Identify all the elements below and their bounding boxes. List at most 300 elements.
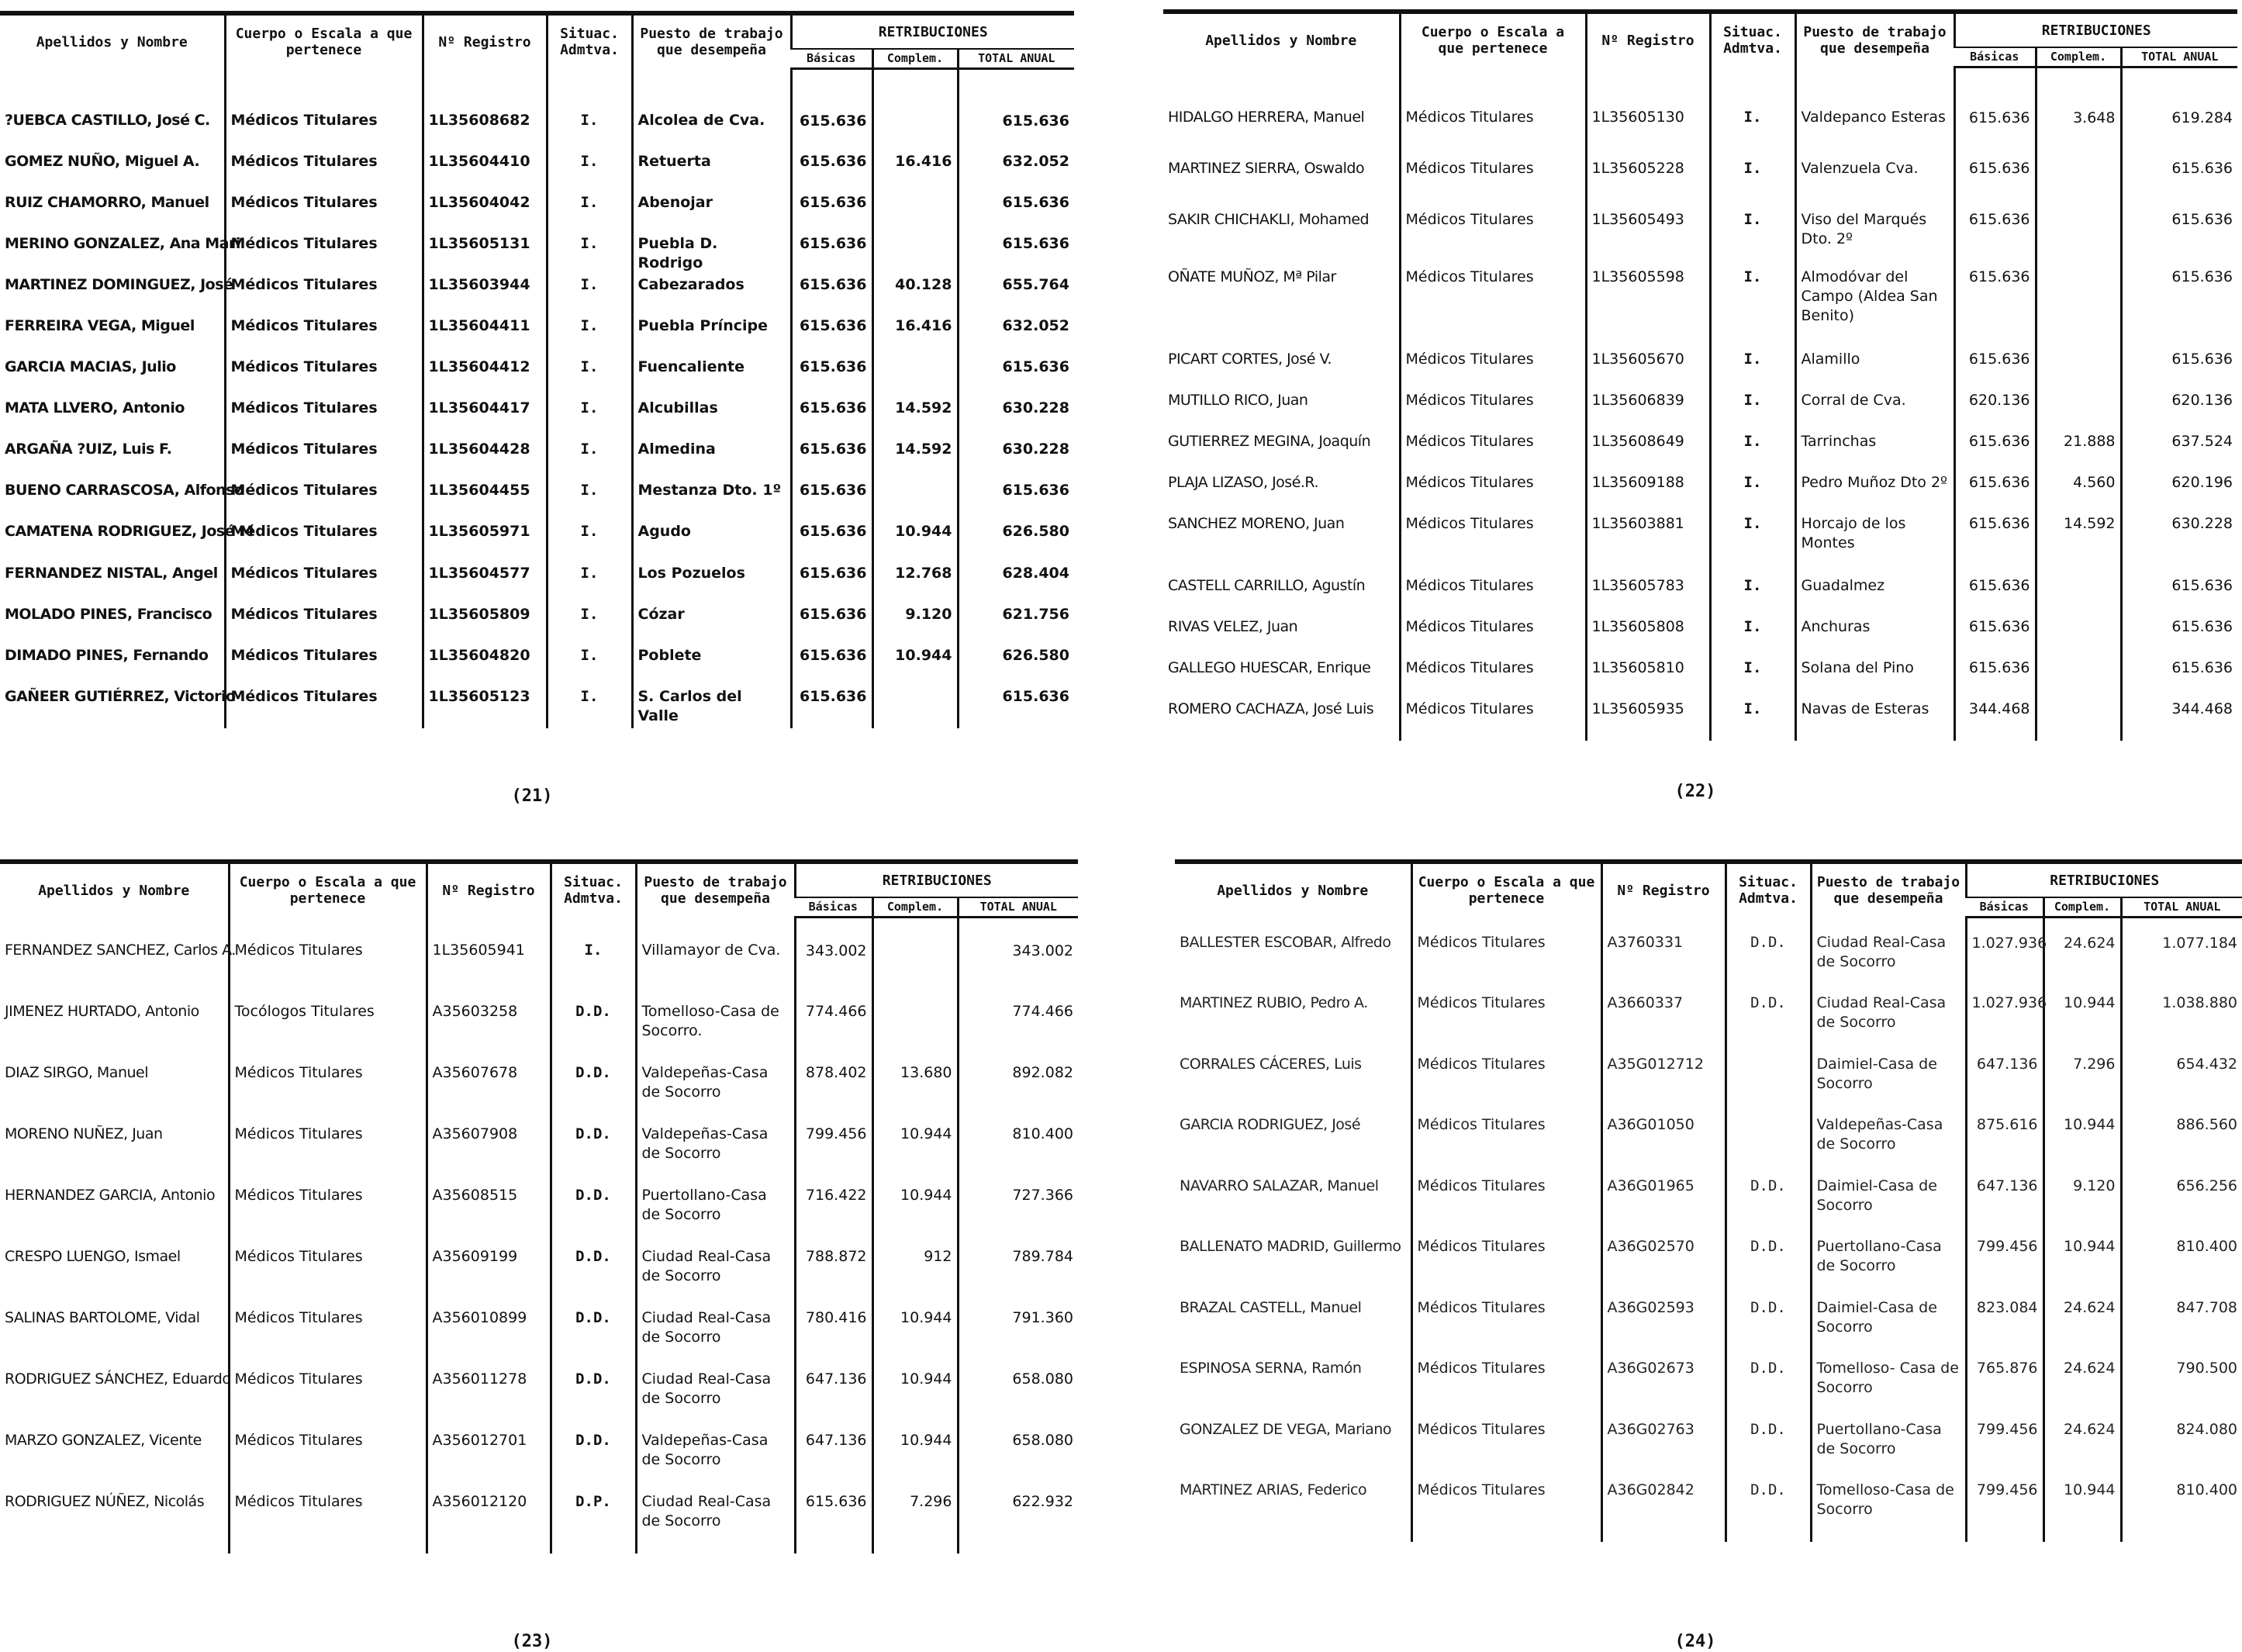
cell-compl: 24.624: [2043, 1420, 2121, 1481]
header-post: Puesto de trabajo que desempeña: [636, 862, 795, 918]
cell-compl: 24.624: [2043, 918, 2121, 994]
cell-post: Retuerta: [632, 152, 791, 193]
cell-basic: 615.636: [791, 522, 872, 563]
cell-post: Villamayor de Cva.: [636, 918, 795, 1002]
cell-total: 789.784: [958, 1247, 1078, 1308]
cell-post: Anchuras: [1795, 617, 1954, 658]
cell-name: MARTINEZ SIERRA, Oswaldo: [1168, 159, 1365, 177]
cell-reg: 1L35605810: [1586, 658, 1710, 700]
cell-basic: 615.636: [791, 564, 872, 605]
cell-name: MORENO NUÑEZ, Juan: [5, 1125, 163, 1142]
cell-basic: 878.402: [795, 1063, 872, 1125]
cell-compl: 912: [872, 1247, 958, 1308]
cell-name: GARCIA RODRIGUEZ, José: [1180, 1116, 1361, 1133]
cell-name: MARTINEZ ARIAS, Federico: [1180, 1481, 1367, 1498]
cell-total: 615.636: [958, 687, 1074, 728]
cell-sit: I.: [547, 358, 632, 399]
cell-basic: 615.636: [791, 193, 872, 234]
cell-total: 637.524: [2121, 432, 2237, 473]
cell-name: BRAZAL CASTELL, Manuel: [1180, 1298, 1362, 1316]
cell-post: Daimiel-Casa de Socorro: [1811, 1055, 1966, 1116]
cell-total: 810.400: [958, 1125, 1078, 1186]
cell-sit: I.: [1710, 268, 1795, 350]
table-row: [0, 193, 1074, 234]
cell-sit: D.D.: [1726, 1177, 1811, 1238]
table-row: [1175, 1420, 2242, 1481]
page-24-panel: [1175, 859, 2242, 1542]
cell-compl: 9.120: [2043, 1177, 2121, 1238]
cell-reg: 1L35604042: [423, 193, 547, 234]
cell-basic: 615.636: [791, 316, 872, 358]
cell-compl: 16.416: [872, 152, 958, 193]
cell-basic: 615.636: [1954, 432, 2036, 473]
cell-post: Tarrinchas: [1795, 432, 1954, 473]
cell-total: 615.636: [958, 481, 1074, 522]
cell-reg: A35607908: [427, 1125, 551, 1186]
cell-reg: 1L35605670: [1586, 350, 1710, 391]
cell-basic: 615.636: [1954, 268, 2036, 350]
cell-reg: 1L35605130: [1586, 67, 1710, 159]
cell-reg: 1L35609188: [1586, 473, 1710, 514]
cell-post: Abenojar: [632, 193, 791, 234]
cell-total: 630.228: [958, 399, 1074, 440]
cell-compl: 10.944: [872, 1125, 958, 1186]
header-total: TOTAL ANUAL: [958, 897, 1078, 918]
cell-name: MUTILLO RICO, Juan: [1168, 391, 1308, 409]
header-complement: Complem.: [2036, 47, 2121, 67]
cell-reg: 1L35604412: [423, 358, 547, 399]
cell-compl: [872, 481, 958, 522]
cell-name: NAVARRO SALAZAR, Manuel: [1180, 1177, 1379, 1194]
cell-corps: Médicos Titulares: [1400, 210, 1586, 268]
header-registry: Nº Registro: [1601, 862, 1726, 918]
cell-total: 824.080: [2121, 1420, 2242, 1481]
table-row: [1175, 1298, 2242, 1360]
cell-sit: I.: [1710, 617, 1795, 658]
cell-name: HIDALGO HERRERA, Manuel: [1168, 108, 1365, 126]
cell-post: Ciudad Real-Casa de Socorro: [1811, 994, 1966, 1055]
cell-total: 1.077.184: [2121, 918, 2242, 994]
cell-compl: [2036, 159, 2121, 210]
header-total: TOTAL ANUAL: [2121, 47, 2237, 67]
cell-sit: D.D.: [1726, 1298, 1811, 1360]
cell-name: DIMADO PINES, Fernando: [5, 646, 209, 664]
table-row: [0, 399, 1074, 440]
header-post: Puesto de trabajo que desempeña: [1795, 12, 1954, 67]
cell-sit: I.: [1710, 432, 1795, 473]
header-retributions: RETRIBUCIONES: [795, 862, 1078, 897]
cell-sit: I.: [1710, 350, 1795, 391]
page-22-panel: [1163, 9, 2237, 741]
cell-post: Daimiel-Casa de Socorro: [1811, 1298, 1966, 1360]
table-row: [1175, 994, 2242, 1055]
cell-total: 892.082: [958, 1063, 1078, 1125]
cell-name: CRESPO LUENGO, Ismael: [5, 1247, 181, 1265]
cell-corps: Médicos Titulares: [1411, 1237, 1601, 1298]
cell-post: Valenzuela Cva.: [1795, 159, 1954, 210]
table-header: [1175, 862, 2242, 918]
table-row: [1163, 514, 2237, 576]
cell-basic: 615.636: [1954, 576, 2036, 617]
table-row: [0, 605, 1074, 646]
cell-post: Solana del Pino: [1795, 658, 1954, 700]
cell-reg: 1L35606839: [1586, 391, 1710, 432]
cell-sit: I.: [547, 193, 632, 234]
cell-post: Tomelloso- Casa de Socorro: [1811, 1359, 1966, 1420]
table-header: [1163, 12, 2237, 67]
cell-sit: D.D.: [551, 1125, 636, 1186]
cell-post: Valdepeñas-Casa de Socorro: [636, 1063, 795, 1125]
cell-reg: A35603258: [427, 1002, 551, 1063]
cell-reg: 1L35608649: [1586, 432, 1710, 473]
cell-sit: D.D.: [551, 1002, 636, 1063]
cell-corps: Médicos Titulares: [229, 918, 427, 1002]
cell-post: Puebla Príncipe: [632, 316, 791, 358]
cell-name: OÑATE MUÑOZ, Mª Pilar: [1168, 268, 1336, 285]
cell-reg: 1L35604428: [423, 440, 547, 481]
cell-compl: [2036, 658, 2121, 700]
cell-corps: Médicos Titulares: [1400, 700, 1586, 741]
cell-post: Puertollano-Casa de Socorro: [1811, 1420, 1966, 1481]
cell-name: FERNANDEZ SANCHEZ, Carlos A.: [5, 941, 236, 959]
cell-name: GUTIERREZ MEGINA, Joaquín: [1168, 432, 1371, 450]
cell-total: 615.636: [958, 358, 1074, 399]
cell-reg: 1L35604820: [423, 646, 547, 687]
cell-reg: 1L35604410: [423, 152, 547, 193]
cell-total: 343.002: [958, 918, 1078, 1002]
cell-sit: I.: [551, 918, 636, 1002]
cell-basic: 344.468: [1954, 700, 2036, 741]
cell-reg: A36G02593: [1601, 1298, 1726, 1360]
cell-sit: I.: [547, 605, 632, 646]
cell-reg: A36G02570: [1601, 1237, 1726, 1298]
table-row: [1163, 432, 2237, 473]
cell-corps: Médicos Titulares: [1400, 617, 1586, 658]
cell-compl: 10.944: [872, 1370, 958, 1431]
cell-sit: I.: [547, 152, 632, 193]
page-number: (24): [1674, 1632, 1716, 1651]
header-corps: Cuerpo o Escala a que pertenece: [229, 862, 427, 918]
cell-name: CORRALES CÁCERES, Luis: [1180, 1055, 1362, 1073]
cell-basic: 615.636: [1954, 658, 2036, 700]
cell-total: 626.580: [958, 522, 1074, 563]
salary-table: [1175, 859, 2242, 1542]
cell-post: Fuencaliente: [632, 358, 791, 399]
table-row: [0, 152, 1074, 193]
cell-compl: 16.416: [872, 316, 958, 358]
cell-corps: Médicos Titulares: [1400, 432, 1586, 473]
cell-reg: 1L35605941: [427, 918, 551, 1002]
cell-basic: 615.636: [791, 69, 872, 152]
table-row: [1175, 1177, 2242, 1238]
table-body: [1175, 918, 2242, 1542]
cell-sit: I.: [1710, 210, 1795, 268]
cell-sit: I.: [1710, 391, 1795, 432]
cell-name: PLAJA LIZASO, José.R.: [1168, 473, 1319, 491]
cell-reg: A356010899: [427, 1308, 551, 1370]
cell-basic: 615.636: [1954, 350, 2036, 391]
table-row: [0, 522, 1074, 563]
cell-sit: I.: [1710, 658, 1795, 700]
page-number: (23): [511, 1632, 553, 1651]
cell-basic: 799.456: [1966, 1420, 2043, 1481]
cell-post: Alcubillas: [632, 399, 791, 440]
cell-sit: D.D.: [1726, 1481, 1811, 1542]
cell-corps: Médicos Titulares: [1411, 994, 1601, 1055]
cell-reg: 1L35605228: [1586, 159, 1710, 210]
cell-sit: D.D.: [1726, 1237, 1811, 1298]
cell-compl: [2036, 391, 2121, 432]
table-row: [1163, 391, 2237, 432]
cell-corps: Médicos Titulares: [225, 440, 423, 481]
header-registry: Nº Registro: [427, 862, 551, 918]
table-row: [1163, 576, 2237, 617]
cell-post: Los Pozuelos: [632, 564, 791, 605]
cell-corps: Tocólogos Titulares: [229, 1002, 427, 1063]
cell-name: RIVAS VELEZ, Juan: [1168, 617, 1298, 635]
cell-name: SAKIR CHICHAKLI, Mohamed: [1168, 210, 1370, 228]
cell-reg: A3760331: [1601, 918, 1726, 994]
cell-compl: 10.944: [872, 522, 958, 563]
header-corps: Cuerpo o Escala a que pertenece: [225, 13, 423, 69]
cell-basic: 823.084: [1966, 1298, 2043, 1360]
cell-sit: I.: [547, 69, 632, 152]
cell-basic: 620.136: [1954, 391, 2036, 432]
cell-basic: 774.466: [795, 1002, 872, 1063]
cell-compl: 9.120: [872, 605, 958, 646]
cell-total: 615.636: [2121, 159, 2237, 210]
cell-post: Ciudad Real-Casa de Socorro: [636, 1492, 795, 1554]
cell-compl: [872, 358, 958, 399]
cell-post: Guadalmez: [1795, 576, 1954, 617]
cell-total: 790.500: [2121, 1359, 2242, 1420]
cell-reg: 1L35605808: [1586, 617, 1710, 658]
table-row: [0, 1308, 1078, 1370]
cell-reg: A3660337: [1601, 994, 1726, 1055]
cell-compl: 4.560: [2036, 473, 2121, 514]
cell-reg: A35608515: [427, 1186, 551, 1247]
cell-total: 774.466: [958, 1002, 1078, 1063]
table-row: [0, 1370, 1078, 1431]
cell-reg: 1L35605123: [423, 687, 547, 728]
cell-name: ESPINOSA SERNA, Ramón: [1180, 1360, 1362, 1377]
cell-compl: 14.592: [2036, 514, 2121, 576]
header-post: Puesto de trabajo que desempeña: [1811, 862, 1966, 918]
cell-sit: D.D.: [551, 1370, 636, 1431]
cell-compl: 14.592: [872, 399, 958, 440]
cell-post: Ciudad Real-Casa de Socorro: [636, 1247, 795, 1308]
header-complement: Complem.: [2043, 897, 2121, 918]
cell-sit: D.D.: [551, 1308, 636, 1370]
cell-corps: Médicos Titulares: [1400, 658, 1586, 700]
cell-compl: [2036, 268, 2121, 350]
table-row: [0, 646, 1074, 687]
cell-sit: I.: [547, 564, 632, 605]
cell-total: 656.256: [2121, 1177, 2242, 1238]
cell-corps: Médicos Titulares: [225, 358, 423, 399]
cell-compl: [872, 193, 958, 234]
page-21-panel: [0, 11, 1074, 728]
header-name: Apellidos y Nombre: [0, 862, 229, 918]
cell-post: Navas de Esteras: [1795, 700, 1954, 741]
cell-basic: 716.422: [795, 1186, 872, 1247]
cell-corps: Médicos Titulares: [225, 69, 423, 152]
cell-reg: 1L35604411: [423, 316, 547, 358]
table-row: [1175, 1115, 2242, 1177]
cell-sit: I.: [547, 399, 632, 440]
cell-basic: 799.456: [1966, 1481, 2043, 1542]
cell-sit: [1726, 1055, 1811, 1116]
cell-name: GARCIA MACIAS, Julio: [5, 358, 176, 376]
header-basic: Básicas: [1954, 47, 2036, 67]
cell-post: Ciudad Real-Casa de Socorro: [636, 1308, 795, 1370]
cell-basic: 647.136: [1966, 1055, 2043, 1116]
cell-post: Valdepeñas-Casa de Socorro: [636, 1431, 795, 1492]
cell-corps: Médicos Titulares: [225, 316, 423, 358]
cell-sit: D.D.: [1726, 994, 1811, 1055]
cell-reg: A356012701: [427, 1431, 551, 1492]
cell-corps: Médicos Titulares: [1411, 1359, 1601, 1420]
cell-basic: 615.636: [791, 440, 872, 481]
cell-reg: 1L35605493: [1586, 210, 1710, 268]
cell-basic: 615.636: [1954, 473, 2036, 514]
cell-corps: Médicos Titulares: [1411, 1055, 1601, 1116]
cell-compl: [2036, 210, 2121, 268]
cell-total: 620.136: [2121, 391, 2237, 432]
cell-post: Valdepeñas-Casa de Socorro: [1811, 1115, 1966, 1177]
cell-compl: [872, 1002, 958, 1063]
cell-total: 620.196: [2121, 473, 2237, 514]
cell-total: 630.228: [2121, 514, 2237, 576]
cell-corps: Médicos Titulares: [1411, 1481, 1601, 1542]
cell-name: MARTINEZ DOMINGUEZ, José: [5, 275, 233, 293]
cell-reg: 1L35604455: [423, 481, 547, 522]
cell-total: 622.932: [958, 1492, 1078, 1554]
cell-basic: 615.636: [795, 1492, 872, 1554]
cell-reg: 1L35605935: [1586, 700, 1710, 741]
cell-reg: A36G02842: [1601, 1481, 1726, 1542]
cell-total: 615.636: [958, 69, 1074, 152]
cell-compl: 21.888: [2036, 432, 2121, 473]
cell-post: Alamillo: [1795, 350, 1954, 391]
cell-compl: [872, 69, 958, 152]
cell-corps: Médicos Titulares: [1400, 473, 1586, 514]
cell-name: SALINAS BARTOLOME, Vidal: [5, 1308, 200, 1326]
cell-basic: 765.876: [1966, 1359, 2043, 1420]
cell-basic: 1.027.936: [1966, 918, 2043, 994]
cell-total: 615.636: [958, 193, 1074, 234]
cell-compl: 10.944: [2043, 1115, 2121, 1177]
cell-total: 632.052: [958, 152, 1074, 193]
cell-compl: 3.648: [2036, 67, 2121, 159]
cell-sit: I.: [547, 687, 632, 728]
cell-basic: 615.636: [1954, 514, 2036, 576]
table-row: [1175, 1481, 2242, 1542]
cell-corps: Médicos Titulares: [229, 1063, 427, 1125]
cell-sit: I.: [1710, 514, 1795, 576]
cell-post: Ciudad Real-Casa de Socorro: [636, 1370, 795, 1431]
cell-reg: 1L35604577: [423, 564, 547, 605]
cell-compl: 10.944: [872, 1431, 958, 1492]
table-row: [0, 358, 1074, 399]
table-row: [1175, 918, 2242, 994]
cell-post: Alcolea de Cva.: [632, 69, 791, 152]
cell-corps: Médicos Titulares: [229, 1125, 427, 1186]
salary-table: [0, 859, 1078, 1554]
header-retributions: RETRIBUCIONES: [791, 13, 1074, 49]
cell-compl: 10.944: [2043, 994, 2121, 1055]
cell-total: 632.052: [958, 316, 1074, 358]
cell-sit: D.D.: [551, 1431, 636, 1492]
cell-name: GOMEZ NUÑO, Miguel A.: [5, 152, 200, 170]
cell-corps: Médicos Titulares: [225, 152, 423, 193]
cell-sit: I.: [547, 522, 632, 563]
table-body: [1163, 67, 2237, 741]
cell-name: ARGAÑA ?UIZ, Luis F.: [5, 441, 172, 458]
cell-corps: Médicos Titulares: [225, 481, 423, 522]
cell-basic: 615.636: [1954, 617, 2036, 658]
cell-reg: 1L35605809: [423, 605, 547, 646]
cell-corps: Médicos Titulares: [1400, 514, 1586, 576]
cell-name: MARTINEZ RUBIO, Pedro A.: [1180, 994, 1368, 1011]
cell-post: Puertollano-Casa de Socorro: [636, 1186, 795, 1247]
cell-post: Mestanza Dto. 1º: [632, 481, 791, 522]
cell-post: Ciudad Real-Casa de Socorro: [1811, 918, 1966, 994]
header-complement: Complem.: [872, 49, 958, 69]
cell-post: Tomelloso-Casa de Socorro: [1811, 1481, 1966, 1542]
table-row: [1163, 658, 2237, 700]
cell-total: 621.756: [958, 605, 1074, 646]
cell-sit: I.: [547, 234, 632, 275]
cell-post: Almedina: [632, 440, 791, 481]
cell-reg: A36G01050: [1601, 1115, 1726, 1177]
cell-basic: 615.636: [791, 687, 872, 728]
table-row: [1163, 210, 2237, 268]
cell-sit: I.: [1710, 576, 1795, 617]
table-row: [1175, 1359, 2242, 1420]
cell-basic: 1.027.936: [1966, 994, 2043, 1055]
cell-corps: Médicos Titulares: [225, 605, 423, 646]
cell-total: 626.580: [958, 646, 1074, 687]
cell-sit: I.: [1710, 159, 1795, 210]
cell-total: 619.284: [2121, 67, 2237, 159]
cell-name: ?UEBCA CASTILLO, José C.: [5, 111, 210, 129]
cell-name: GONZALEZ DE VEGA, Mariano: [1180, 1420, 1391, 1438]
cell-basic: 875.616: [1966, 1115, 2043, 1177]
cell-total: 630.228: [958, 440, 1074, 481]
cell-corps: Médicos Titulares: [1400, 159, 1586, 210]
cell-basic: 647.136: [795, 1370, 872, 1431]
cell-compl: [872, 687, 958, 728]
cell-reg: A35609199: [427, 1247, 551, 1308]
cell-corps: Médicos Titulares: [225, 687, 423, 728]
cell-sit: I.: [547, 275, 632, 316]
cell-basic: 647.136: [1966, 1177, 2043, 1238]
cell-name: CASTELL CARRILLO, Agustín: [1168, 576, 1366, 594]
cell-corps: Médicos Titulares: [1411, 1177, 1601, 1238]
table-header: [0, 13, 1074, 69]
cell-sit: I.: [1710, 473, 1795, 514]
cell-name: JIMENEZ HURTADO, Antonio: [5, 1002, 199, 1020]
table-body: [0, 69, 1074, 728]
cell-post: Almodóvar del Campo (Aldea San Benito): [1795, 268, 1954, 350]
table-row: [0, 1125, 1078, 1186]
cell-reg: 1L35603881: [1586, 514, 1710, 576]
cell-compl: 14.592: [872, 440, 958, 481]
table-row: [0, 316, 1074, 358]
cell-basic: 615.636: [791, 275, 872, 316]
cell-corps: Médicos Titulares: [1400, 268, 1586, 350]
